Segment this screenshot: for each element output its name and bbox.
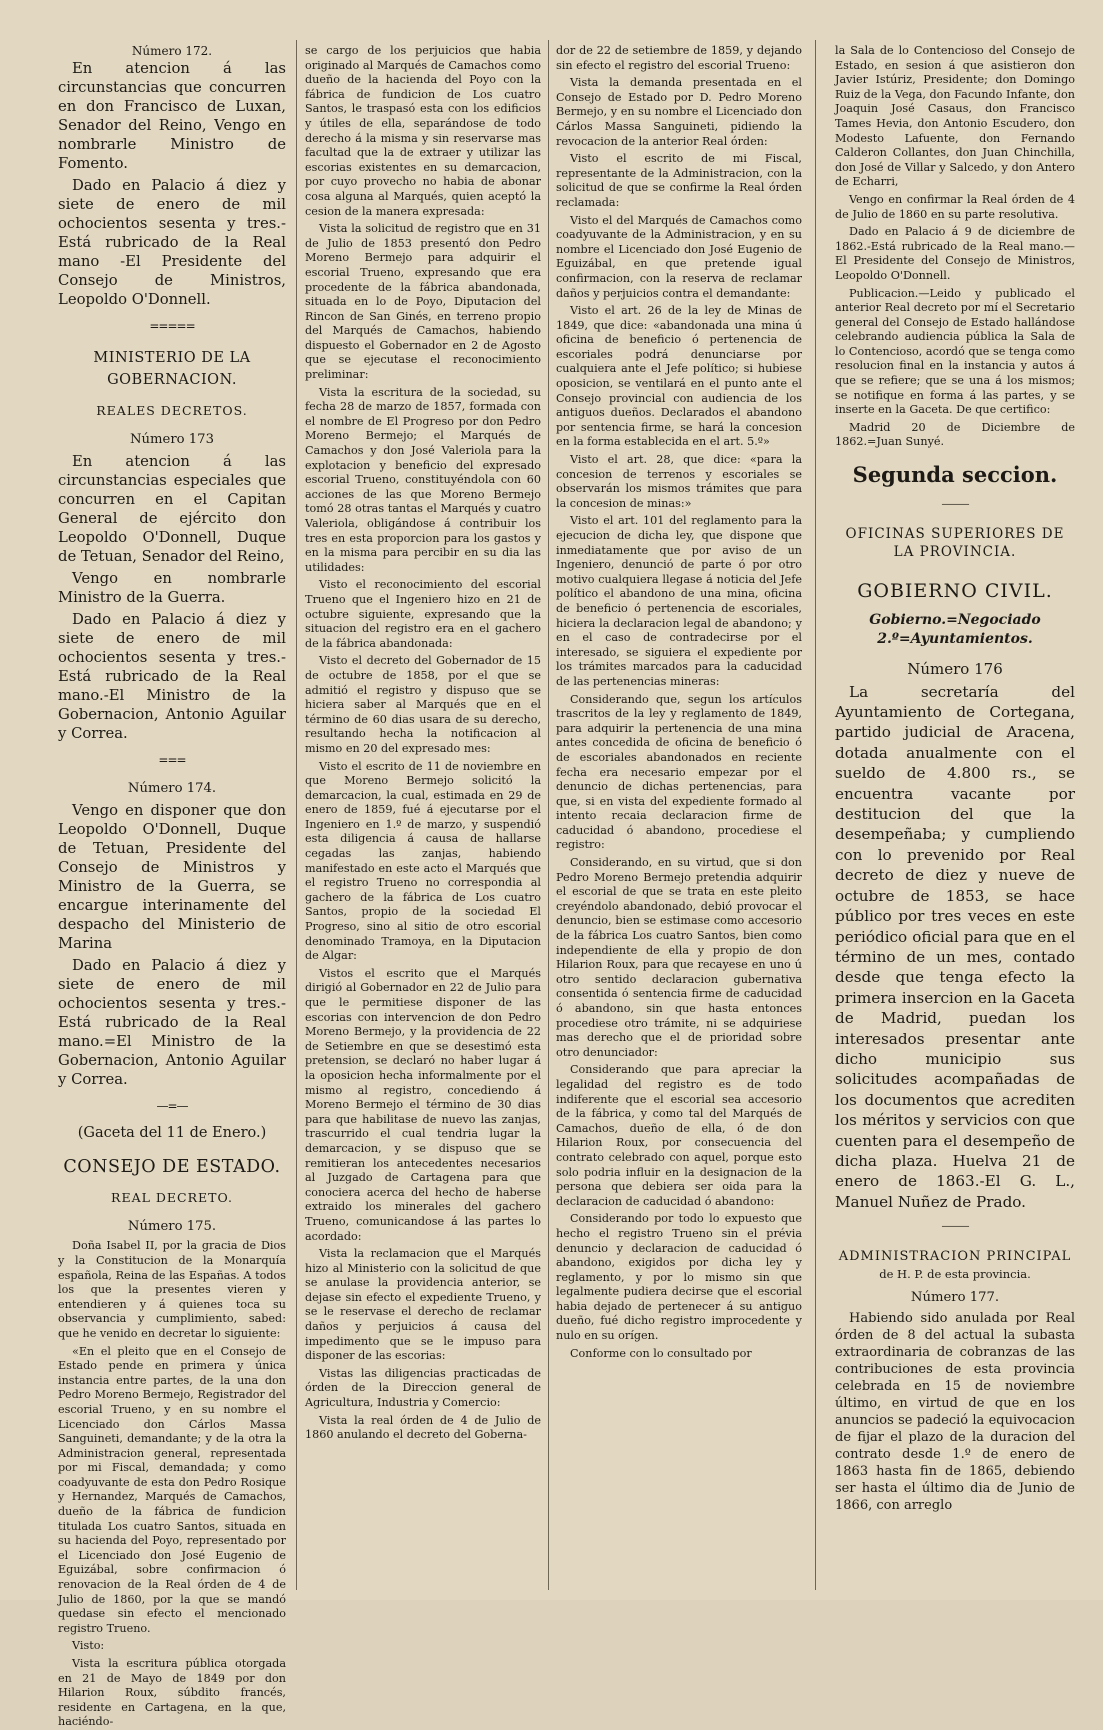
column-rule [815,40,816,1590]
paragraph: Visto: [72,1639,105,1653]
decree-number: Número 174. [127,780,217,796]
paragraph: Considerando, en su virtud, que si don Pedro Moreno Bermejo pretendia adquirir el escorial de que se trata en este pleito creyéndolo abandonado, debió provocar el denuncio, bien se estimase como accesorio de la fábrica Los cuatro Santos, bien como independiente de ella y propio de don Hilarion Roux, para que recayese en uno ú otro sentido declaracion gubernativa consentida ó sentencia firme de caducidad ó abandono, sin que hasta entonces procediese otro trámite, ni se adquiriese mas derecho que el de prioridad sobre otro denunciador: [556,856,802,1059]
paragraph: Vista la solicitud de registro que en 31 de Julio de 1853 presentó don Pedro Moreno Bermejo para adquirir el escorial Trueno, expresando que era procedente de la fábrica abandonada, situada en lo de Poyo, Diputacion del Rincon de San Ginés, en terreno propio del Marqués de Camachos, habiendo dispuesto el Gobernador en 2 de Agosto que se ejecutase el reconocimiento preliminar: [305,222,541,382]
paragraph: Considerando por todo lo expuesto que hecho el registro Trueno sin el prévia denuncio y declaracion de caducidad ó abandono, exigidos por dicha ley y reglamento, y por lo mismo sin que legalmente pudiera decirse que el escorial habia dejado de pertenecer á su antiguo dueño, fué dicho registro improcedente y nulo en su orígen. [556,1212,802,1343]
paragraph: Visto el del Marqués de Camachos como coadyuvante de la Administracion, y en su nombre el Licenciado don José Eugenio de Eguizábal, en que pretende igual confirmacion, con la reserva de reclamar daños y perjuicios contra el demandante: [556,213,802,300]
subheading: Gobierno.=Negociado 2.º=Ayuntamientos. [869,611,1041,647]
subheading: de H. P. de esta provincia. [879,1266,1031,1281]
paragraph: Visto el escrito de mi Fiscal, representante de la Administracion, con la solicitud de que se confirme la Real órden reclamada: [556,152,802,209]
paragraph: Vengo en disponer que don Leopoldo O'Donnell, Duque de Tetuan, Presidente del Consejo de Ministros y Ministro de la Guerra, se encargue interinamente del despacho del Ministerio de Marina [58,801,286,952]
column-1 [58,44,286,1729]
paragraph: En atencion á las circunstancias especiales que concurren en el Capitan General de ejército don Leopoldo O'Donnell, Duque de Tetuan, Senador del Reino, [58,453,286,566]
paragraph: Dado en Palacio á 9 de diciembre de 1862.-Está rubricado de la Real mano.—El Presidente del Consejo de Ministros, Leopoldo O'Donnell. [835,225,1075,282]
paragraph: Madrid 20 de Diciembre de 1862.=Juan Sunyé. [835,420,1075,449]
paragraph: Dado en Palacio á diez y siete de enero de mil ochocientos sesenta y tres.-Está rubricado de la Real mano.=El Ministro de la Gobernacion, Antonio Aguilar y Correa. [58,956,286,1088]
paragraph: Vistos el escrito que el Marqués dirigió al Gobernador en 22 de Julio para que le permitiese disponer de las escorias con intervencion de don Pedro Moreno Bermejo, y la providencia de 22 de Setiembre en que se desestimó esta pretension, se declaró no haber lugar á la oposicion hecha informalmente por el mismo al registro, concediendo á Moreno Bermejo el término de 30 dias para que habilitase de nuevo las zanjas, trascurrido el cual tendria lugar la demarcacion, y se dispuso que se remitieran los antecedentes necesarios al Juzgado de Cartagena para que conociera acerca del hecho de haberse extraido los minerales del gachero Trueno, comunicandose á las partes lo acordado: [305,966,541,1243]
paragraph: Vista la escritura pública otorgada en 21 de Mayo de 1849 por don Hilarion Roux, súbdito francés, residente en Cartagena, en la que, haciéndo- [58,1657,286,1729]
section-heading: MINISTERIO DE LA GOBERNACION. [93,350,251,389]
decree-number: Número 173 [130,432,214,448]
paragraph: Doña Isabel II, por la gracia de Dios y la Constitucion de la Monarquía española, Reina de las Españas. A todos los que la presentes vieren y entendieren y á quienes toca su observancia y cumplimiento, sabed: que he venido en decretar lo siguiente: [58,1239,286,1340]
paragraph: se cargo de los perjuicios que habia originado al Marqués de Camachos como dueño de la hacienda del Poyo con la fábrica de fundicion de Los cuatro Santos, le traspasó esta con los edificios y útiles de ella, separándose de todo derecho á la misma y sin reservarse mas facultad que la de extraer y utilizar las escorias existentes en su demarcacion, por cuyo provecho no habia de abonar cosa alguna al Marqués, quien aceptó la cesion de la manera expresada: [305,44,541,218]
paragraph: Visto el art. 26 de la ley de Minas de 1849, que dice: «abandonada una mina ú oficina de beneficio ó pertenencia de escoriales podrá denunciarse por cualquiera ante el Jefe político; si hubiese oposicion, se ventilará en el punto ante el Consejo provincial con audiencia de los antiguos dueños. Declarados el abandono por sentencia firme, se hará la concesion en la forma establecida en el art. 5.º» [556,304,802,449]
section-heading: Segunda seccion. [852,462,1058,488]
subheading: ADMINISTRACION PRINCIPAL [838,1248,1072,1264]
section-heading: GOBIERNO CIVIL. [857,579,1053,602]
column-3 [556,44,802,1592]
paragraph: Visto el art. 28, que dice: «para la concesion de terrenos y escoriales se observarán los mismos trámites que para la concesion de minas:» [556,453,802,510]
separator: === [158,753,186,768]
paragraph: Visto el reconocimiento del escorial Trueno que el Ingeniero hizo en 21 de octubre siguiente, expresando que la situacion del registro era en el gachero de la fábrica abandonada: [305,578,541,650]
separator: ——— [941,499,969,511]
paragraph: En atencion á las circunstancias que concurren en don Francisco de Luxan, Senador del Reino, Vengo en nombrarle Ministro de Fomento. [58,59,286,172]
subheading: REAL DECRETO. [111,1190,233,1206]
column-rule [548,40,549,1590]
paragraph: la Sala de lo Contencioso del Consejo de Estado, en sesion á que asistieron don Javier Istúriz, Presidente; don Domingo Ruiz de la Vega, don Facundo Infante, don Joaquin José Casaus, don Francisco Tames Hevia, don Antonio Escudero, don Modesto Lafuente, don Fernando Calderon Collantes, don Juan Chinchilla, don José de Villar y Salcedo, y don Antero de Echarri, [835,44,1075,189]
decree-number: Número 175. [127,1219,217,1235]
paragraph: Dado en Palacio á diez y siete de enero de mil ochocientos sesenta y tres.-Está rubricado de la Real mano.-El Ministro de la Gobernacion, Antonio Aguilar y Correa. [58,611,286,743]
paragraph: Vista la reclamacion que el Marqués hizo al Ministerio con la solicitud de que se anulase la providencia anterior, se dejase sin efecto el expediente Trueno, y se le reservase el derecho de reclamar daños y perjuicios á causa del impedimento que se le impuso para disponer de las escorias: [305,1247,541,1363]
paragraph: Vengo en nombrarle Ministro de la Guerra. [58,570,286,607]
subheading: REALES DECRETOS. [96,403,248,419]
paragraph: Vengo en confirmar la Real órden de 4 de Julio de 1860 en su parte resolutiva. [835,192,1075,221]
section-heading: CONSEJO DE ESTADO. [63,1157,281,1178]
column-rule [296,40,297,1590]
paragraph: Considerando que para apreciar la legalidad del registro es de todo indiferente que el escorial sea accesorio de la fábrica, y como tal del Marqués de Camachos, dueño de ella, ó de don Hilarion Roux, por consecuencia del contrato celebrado con aquel, porque esto solo podria influir en la designacion de la persona que debiera ser oida para la declaracion de caducidad ó abandono: [556,1063,802,1208]
paragraph: Dado en Palacio á diez y siete de enero de mil ochocientos sesenta y tres.-Está rubricado de la Real mano -El Presidente del Consejo de Ministros, Leopoldo O'Donnell. [58,176,286,308]
paragraph: Vista la demanda presentada en el Consejo de Estado por D. Pedro Moreno Bermejo, y en su nombre el Licenciado don Cárlos Massa Sanguineti, pidiendo la revocacion de la anterior Real órden: [556,76,802,148]
paragraph: Publicacion.—Leido y publicado el anterior Real decreto por mí el Secretario general del Consejo de Estado hallándose celebrando audiencia pública la Sala de lo Contencioso, acordó que se tenga como resolucion final en la instancia y autos á que se refiere; que se una á los mismos; se notifique en forma á las partes, y se inserte en la Gaceta. De que certifico: [835,286,1075,417]
paragraph: Vistas las diligencias practicadas de órden de la Direccion general de Agricultura, Industria y Comercio: [305,1366,541,1410]
paragraph: Habiendo sido anulada por Real órden de 8 del actual la subasta extraordinaria de cobranzas de las contribuciones de esta provincia celebrada en 15 de noviembre último, en virtud de que en los anuncios se padeció la equivocacion de fijar el plazo de la duracion del contrato desde 1.º de enero de 1863 hasta fin de 1865, debiendo ser hasta el último dia de Junio de 1866, con arreglo [835,1311,1075,1514]
paragraph: Visto el decreto del Gobernador de 15 de octubre de 1858, por el que se admitió el registro y dispuso que se hiciera saber al Marqués que en el término de 60 dias usara de su derecho, resultando hecha la notificacion al mismo en 20 del expresado mes: [305,654,541,755]
paragraph: Considerando que, segun los artículos trascritos de la ley y reglamento de 1849, para adquirir la pertenencia de una mina antes concedida de oficina de beneficio ó de escoriales abandonados en reciente fecha era necesario empezar por el denuncio de dichas pertenencias, para que, si en vista del expediente formado al intento recaia declaracion firme de caducidad ó abandono, procediese el registro: [556,692,802,852]
subheading: OFICINAS SUPERIORES DE LA PROVINCIA. [845,525,1065,560]
separator: —=— [156,1098,188,1113]
paragraph: «En el pleito que en el Consejo de Estado pende en primera y única instancia entre partes, de la una don Pedro Moreno Bermejo, Registrador del escorial Trueno, y en su nombre el Licenciado don Cárlos Massa Sanguineti, demandante; y de la otra la Administracion general, representada por mi Fiscal, demandada; y como coadyuvante de esta don Pedro Rosique y Hernandez, Marqués de Camachos, dueño de la fábrica de fundicion titulada Los cuatro Santos, situada en su hacienda del Poyo, representado por el Licenciado don José Eugenio de Eguizábal, sobre confirmacion ó renovacion de la Real órden de 4 de Julio de 1860, por la que se mandó quedase sin efecto el mencionado registro Trueno. [58,1344,286,1635]
gazette-reference: (Gaceta del 11 de Enero.) [77,1125,267,1142]
paragraph: Visto el escrito de 11 de noviembre en que Moreno Bermejo solicitó la demarcacion, la cual, estimada en 29 de enero de 1859, fué á ejecutarse por el Ingeniero en 1.º de marzo, y suspendió esta diligencia á causa de hallarse cegadas las zanjas, habiendo manifestado en este acto el Marqués que el registro Trueno no correspondia al gachero de la fábrica de Los cuatro Santos, propio de la sociedad El Progreso, sino al sitio de otro escorial denominado Tramoya, en la Diputacion de Algar: [305,759,541,963]
decree-number: Número 176 [907,659,1003,678]
paragraph: Visto el art. 101 del reglamento para la ejecucion de dicha ley, que dispone que inmediatamente que por aviso de un Ingeniero, denunció de parte ó por otro motivo cualquiera llegase á noticia del Jefe político el abandono de una mina, oficina de beneficio ó pertenencia de escoriales, hiciera la declaracion legal de abandono; y en el caso de contradecirse por el interesado, se siguiera el expediente por los trámites marcados para la caducidad de las pertenencias mineras: [556,514,802,688]
paragraph: La secretaría del Ayuntamiento de Cortegana, partido judicial de Aracena, dotada anualmente con el sueldo de 4.800 rs., se encuentra vacante por destitucion del que la desempeñaba; y cumpliendo con lo prevenido por Real decreto de diez y nueve de octubre de 1853, se hace público por tres veces en este periódico oficial para que en el término de un mes, contado desde que tenga efecto la primera insercion en la Gaceta de Madrid, puedan los interesados presentar ante dicho municipio sus solicitudes acompañadas de los documentos que acrediten los méritos y servicios con que cuenten para el desempeño de dicha plaza. Huelva 21 de enero de 1863.-El G. L., Manuel Nuñez de Prado. [835,682,1075,1211]
decree-number: Número 172. [131,44,213,58]
decree-number: Número 177. [910,1290,1000,1306]
column-4 [835,44,1075,1592]
paragraph: Vista la escritura de la sociedad, su fecha 28 de marzo de 1857, formada con el nombre de El Progreso por don Pedro Moreno Bermejo; el Marqués de Camachos y don José Valeriola para la explotacion y beneficio del expresado escorial Trueno, constituyéndola con 60 acciones de las que Moreno Bermejo tomó 28 otras tantas el Marqués y cuatro Valeriola, obligándose á contribuir los tres en esta proporcion para los gastos y en la misma para percibir en su dia las utilidades: [305,385,541,574]
paragraph: Vista la real órden de 4 de Julio de 1860 anulando el decreto del Goberna- [305,1413,541,1442]
separator: ——— [941,1221,969,1233]
paragraph: Conforme con lo consultado por [570,1346,752,1360]
separator: ===== [149,318,195,333]
column-2 [305,44,541,1592]
paragraph: dor de 22 de setiembre de 1859, y dejando sin efecto el registro del escorial Trueno: [556,44,802,72]
